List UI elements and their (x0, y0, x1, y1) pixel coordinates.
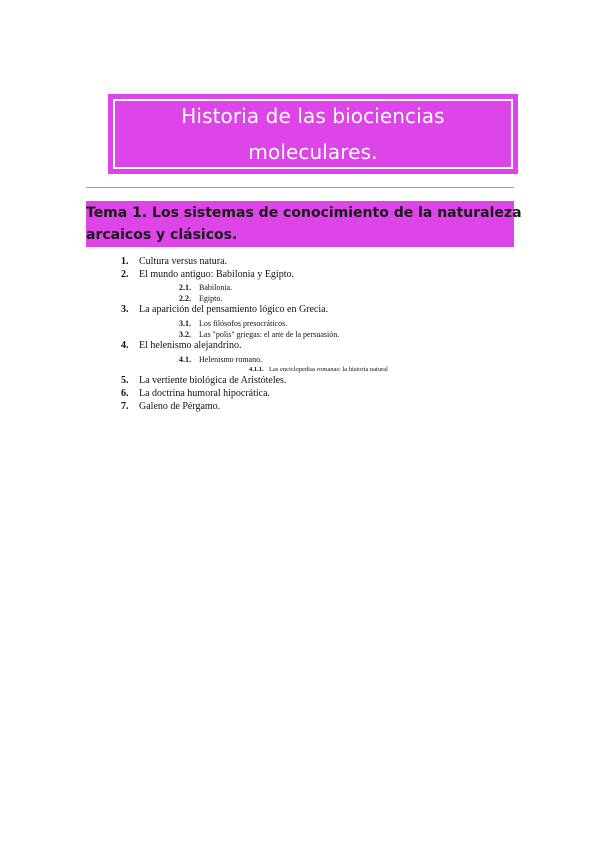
outline-subitem (179, 283, 232, 292)
outline-item-text: La doctrina humoral hipocrática. (139, 388, 271, 399)
outline-item-text: Las "polis" griegas: el arte de la persuasión. (199, 330, 340, 339)
outline-item-number: 3.2. (179, 330, 191, 339)
outline-item-text: Egipto. (199, 294, 223, 303)
outline-item-text: Los filósofos presocráticos. (199, 319, 288, 328)
outline-item-text: Babilonia. (199, 283, 233, 292)
outline-item-text: La vertiente biológica de Aristóteles. (139, 375, 287, 386)
outline-item-text: Las enciclopedias romanas: la historia natural (269, 366, 388, 373)
outline-item-number: 5. (121, 375, 129, 386)
document-title-line-2: moleculares. (248, 140, 378, 164)
outline-item-number: 6. (121, 388, 129, 399)
outline-item-text: Helenismo romano. (199, 355, 263, 364)
outline-item-number: 2.2. (179, 294, 191, 303)
outline-item-number: 3. (121, 304, 129, 315)
outline-item-number: 4. (121, 340, 129, 351)
outline-item (121, 269, 294, 280)
outline-subitem (179, 330, 339, 339)
section-heading (86, 201, 522, 247)
outline-item-number: 2. (121, 269, 129, 280)
horizontal-divider (86, 187, 514, 188)
outline-item (121, 256, 227, 267)
outline-subsubitem (249, 366, 388, 373)
outline-item (121, 304, 328, 315)
outline-item-number: 7. (121, 401, 129, 412)
outline-subitem (179, 355, 262, 364)
outline-item-number: 1. (121, 256, 129, 267)
outline-item-number: 4.1.1. (249, 366, 264, 373)
outline-item (121, 340, 241, 351)
outline-item-number: 2.1. (179, 283, 191, 292)
outline-subitem (179, 319, 287, 328)
outline-item-text: El mundo antiguo: Babilonia y Egipto. (139, 269, 294, 280)
section-heading-line-2: arcaicos y clásicos. (86, 227, 238, 243)
section-heading-line-1: Tema 1. Los sistemas de conocimiento de la naturaleza (86, 205, 522, 221)
document-title-box (108, 94, 518, 174)
outline-item-text: Galeno de Pérgamo. (139, 401, 221, 412)
document-title-line-1: Historia de las biociencias (181, 104, 445, 128)
outline-item-number: 4.1. (179, 355, 191, 364)
outline-item-text: Cultura versus natura. (139, 256, 228, 267)
outline-item-text: El helenismo alejandrino. (139, 340, 242, 351)
document-title-frame (113, 99, 513, 169)
outline-item (121, 388, 270, 399)
outline-item-number: 3.1. (179, 319, 191, 328)
outline-item (121, 375, 286, 386)
outline-item (121, 401, 220, 412)
outline-item-text: La aparición del pensamiento lógico en Grecia. (139, 304, 329, 315)
outline-subitem (179, 294, 222, 303)
